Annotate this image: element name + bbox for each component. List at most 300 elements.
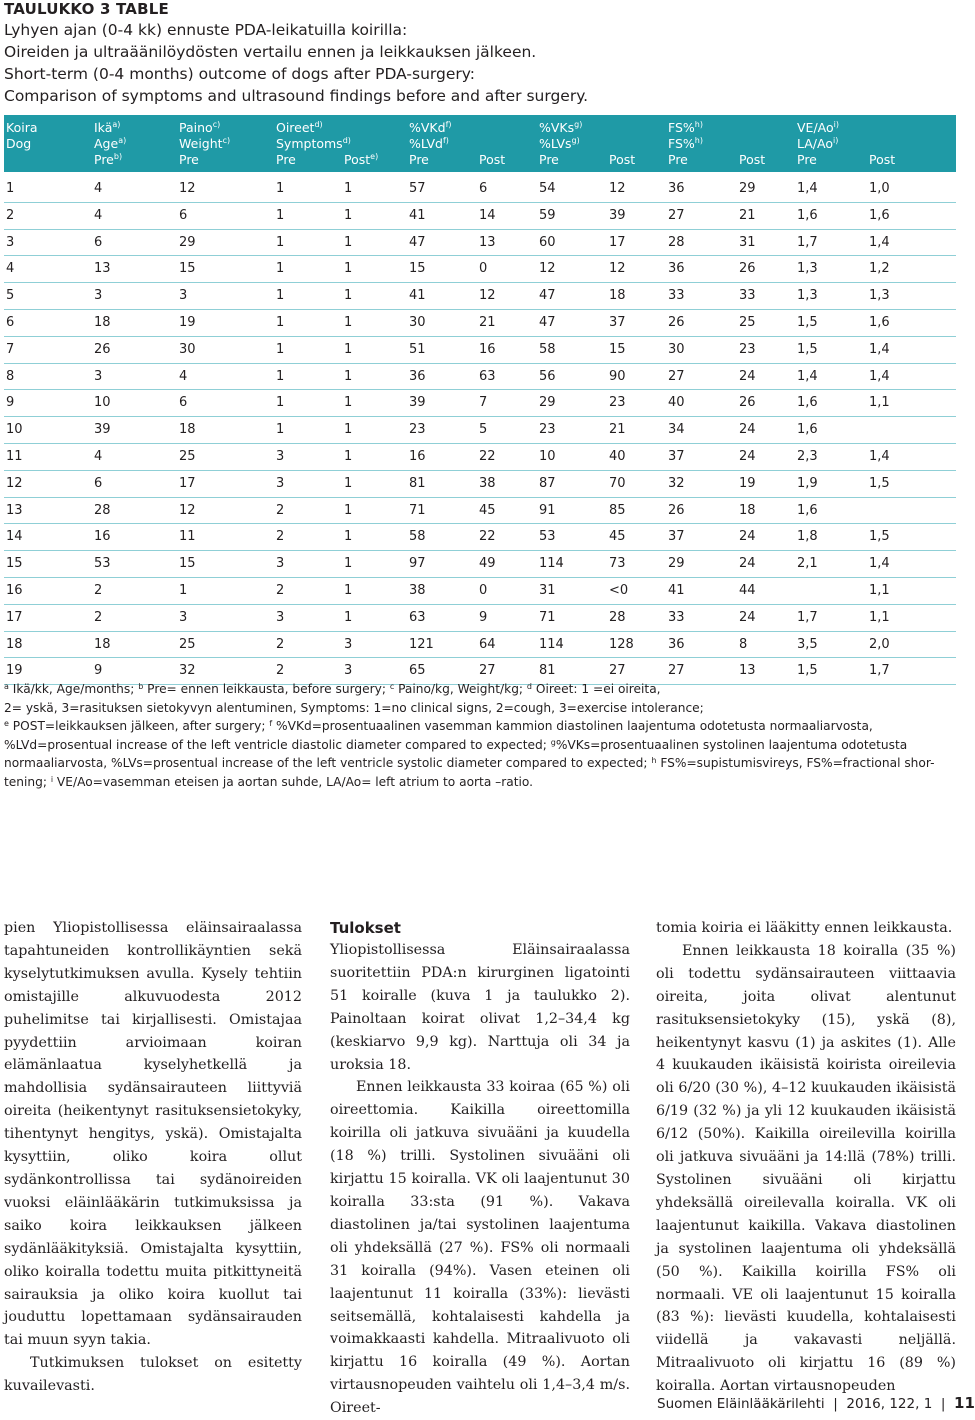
footnote-line: normaaliarvosta, %LVs=prosentual increase of the left ventricle systolic diameter compared to expected; $^h$ FS%=supistumisvireys, FS%=fractional shor- (4, 756, 935, 770)
cell-ve-ao-pre: 2,3 (797, 448, 818, 464)
cell-fs-post: 24 (739, 448, 756, 464)
cell-ve-ao-post: 2,0 (869, 636, 890, 652)
cell-fs-pre: 26 (668, 314, 685, 330)
cell-vkd-post: 38 (479, 475, 496, 491)
cell-symptoms-post: 1 (344, 288, 353, 304)
header-age-line-2: Age$^{a)}$ (94, 136, 127, 151)
cell-fs-pre: 41 (668, 582, 685, 598)
header-ve-ao-post-line-3: Post (869, 152, 896, 167)
cell-vkd-post: 63 (479, 368, 496, 384)
cell-fs-pre: 34 (668, 422, 685, 438)
paragraph: Tutkimuksen tulokset on esitetty kuvailevasti. (4, 1355, 302, 1395)
cell-dog: 9 (6, 395, 15, 411)
header-ve-ao-pre-line-1: VE/Ao$^{i)}$ (797, 120, 839, 135)
cell-vks-post: 85 (609, 502, 626, 518)
cell-symptoms-pre: 2 (276, 502, 285, 518)
cell-weight: 3 (179, 609, 188, 625)
cell-symptoms-pre: 1 (276, 234, 285, 250)
cell-fs-post: 21 (739, 207, 756, 223)
table-row (4, 417, 956, 444)
cell-vks-pre: 91 (539, 502, 556, 518)
cell-vks-pre: 31 (539, 582, 556, 598)
cell-weight: 6 (179, 207, 188, 223)
cell-ve-ao-post: 1,7 (869, 663, 890, 679)
cell-vks-post: 73 (609, 556, 626, 572)
cell-fs-pre: 27 (668, 663, 685, 679)
cell-symptoms-pre: 1 (276, 181, 285, 196)
cell-fs-pre: 33 (668, 288, 685, 304)
cell-ve-ao-pre: 1,6 (797, 395, 818, 411)
cell-vks-pre: 81 (539, 663, 556, 679)
cell-fs-post: 23 (739, 341, 756, 357)
cell-vkd-pre: 41 (409, 288, 426, 304)
header-symptoms-pre-line-1: Oireet$^{d)}$ (276, 120, 323, 135)
cell-vks-pre: 60 (539, 234, 556, 250)
footnote-line: $^e$ POST=leikkauksen jälkeen, after surgery; $^f$ %VKd=prosentuaalinen vasemman kammion diastolinen laajentuma odotetusta normaaliarvosta, (4, 719, 873, 733)
cell-vkd-post: 12 (479, 288, 496, 304)
cell-ve-ao-pre: 1,6 (797, 502, 818, 518)
footnote-line: $^a$ Ikä/kk, Age/months; $^b$ Pre= ennen leikkausta, before surgery; $^c$ Paino/kg, Weight/kg; $^d$ Oireet: 1 =ei oireita, (4, 682, 661, 696)
cell-ve-ao-post: 1,6 (869, 207, 890, 223)
paragraph: Ennen leikkausta 18 koiralla (35 %) oli todettu sydänsairauteen viittaavia oireita, joita olivat alentunut rasituksensietokyky (15), yskä (8), heikentynyt kasvu (1) ja askites (1). Alle 4 kuukauden ikäisistä koirista oireilevia oli 6/20 (30 %), 4–12 kuukauden ikäisistä 6/19 (32 %) ja yli 12 kuukauden ikäisistä 6/12 (50%). Kaikilla oireilevilla koirilla oli jatkuva sivuääni ja 14:llä (78%) trilli. Systolinen sivuääni oli kirjattu yhdeksällä oireilevalla koiralla. VK oli laajentunut kaikilla. Vakava diastolinen ja systolinen laajentuma oli yhdeksällä (50 %). Kaikilla koirilla FS% oli normaali. VE oli laajentunut 15 koiralla (83 %): lievästi kuudella, kohtalaisesti viidellä ja vakavasti neljällä. Mitraalivuoto oli kirjattu 16 (89 %) koiralla. Aortan virtausnopeuden (656, 942, 956, 1395)
cell-symptoms-post: 1 (344, 529, 353, 545)
cell-vks-post: 45 (609, 529, 626, 545)
cell-vks-pre: 23 (539, 422, 556, 438)
cell-vks-pre: 12 (539, 261, 556, 277)
cell-fs-post: 29 (739, 181, 756, 196)
cell-ve-ao-pre: 1,6 (797, 207, 818, 223)
cell-age: 10 (94, 395, 111, 411)
cell-vks-pre: 54 (539, 181, 556, 196)
cell-vks-post: 37 (609, 314, 626, 330)
cell-vkd-post: 27 (479, 663, 496, 679)
cell-dog: 7 (6, 341, 15, 357)
cell-vkd-pre: 63 (409, 609, 426, 625)
cell-weight: 19 (179, 314, 196, 330)
cell-age: 3 (94, 368, 103, 384)
cell-vkd-pre: 81 (409, 475, 426, 491)
header-symptoms-pre-line-3: Pre (276, 152, 296, 167)
cell-symptoms-pre: 2 (276, 582, 285, 598)
cell-vks-pre: 47 (539, 314, 556, 330)
body-column-1 (4, 917, 302, 1398)
table-row (4, 605, 956, 632)
cell-dog: 12 (6, 475, 23, 491)
cell-vkd-pre: 57 (409, 181, 426, 196)
cell-vks-pre: 10 (539, 448, 556, 464)
cell-vkd-post: 6 (479, 181, 488, 196)
cell-fs-post: 19 (739, 475, 756, 491)
table-row (4, 444, 956, 471)
cell-fs-pre: 32 (668, 475, 685, 491)
cell-vks-post: 17 (609, 234, 626, 250)
table-row (4, 176, 956, 203)
cell-ve-ao-post: 1,4 (869, 234, 890, 250)
cell-symptoms-pre: 3 (276, 475, 285, 491)
cell-ve-ao-post: 1,4 (869, 341, 890, 357)
cell-fs-pre: 27 (668, 368, 685, 384)
caption-line-en-2: Comparison of symptoms and ultrasound findings before and after surgery. (4, 87, 589, 105)
cell-ve-ao-post: 1,2 (869, 261, 890, 277)
cell-vks-post: 128 (609, 636, 634, 652)
cell-dog: 4 (6, 261, 15, 277)
cell-symptoms-pre: 1 (276, 288, 285, 304)
cell-weight: 11 (179, 529, 196, 545)
cell-vks-post: 12 (609, 261, 626, 277)
cell-vkd-post: 22 (479, 448, 496, 464)
cell-vkd-post: 5 (479, 422, 488, 438)
cell-ve-ao-pre: 1,7 (797, 234, 818, 250)
cell-vks-post: 15 (609, 341, 626, 357)
cell-fs-post: 25 (739, 314, 756, 330)
footnote-line: 2= yskä, 3=rasituksen sietokyvyn alentuminen, Symptoms: 1=no clinical signs, 2=cough, 3=exercise intolerance; (4, 700, 704, 715)
cell-symptoms-pre: 3 (276, 556, 285, 572)
cell-ve-ao-pre: 2,1 (797, 556, 818, 572)
header-dog-line-2: Dog (6, 136, 32, 151)
cell-weight: 4 (179, 368, 188, 384)
cell-vkd-pre: 39 (409, 395, 426, 411)
header-age-line-3: Pre$^{b)}$ (94, 152, 123, 167)
table-row (4, 337, 956, 364)
header-weight-line-3: Pre (179, 152, 199, 167)
cell-symptoms-post: 1 (344, 341, 353, 357)
table-header (4, 115, 956, 172)
header-vks-post-line-3: Post (609, 152, 636, 167)
cell-vks-pre: 58 (539, 341, 556, 357)
cell-vks-post: 27 (609, 663, 626, 679)
table-row (4, 551, 956, 578)
cell-symptoms-pre: 3 (276, 448, 285, 464)
cell-ve-ao-post: 1,4 (869, 368, 890, 384)
cell-age: 4 (94, 207, 103, 223)
cell-symptoms-pre: 1 (276, 395, 285, 411)
page-footer (657, 1394, 975, 1413)
cell-fs-post: 24 (739, 609, 756, 625)
paragraph: pien Yliopistollisessa eläinsairaalassa tapahtuneiden kontrollikäyntien sekä kyselytutkimuksen avulla. Kysely tehtiin omistajille alkuvuodesta 2012 puhelimitse tai kirjallisesti. Omistajaa pyydettiin arvioimaan koiran elämänlaatua kyselyhetkellä ja mahdollisia sydänsairauteen liittyviä oireita (heikentynyt rasituksensietokyky, tihentynyt hengitys, yskä). Omistajalta kysyttiin, oliko koira ollut sydänkontrollissa tai sydänoireiden vuoksi eläinlääkärin tutkimuksissa ja saiko koira leikkauksen jälkeen sydänlääkityksiä. Omistajalta kysyttiin, oliko koiralla todettu muita pitkittyneitä sairauksia ja oliko koira kuollut tai jouduttu lopettamaan sydänsairauden tai muun syyn takia. (4, 920, 302, 1349)
cell-ve-ao-post: 1,4 (869, 448, 890, 464)
cell-fs-post: 33 (739, 288, 756, 304)
table-row (4, 283, 956, 310)
cell-symptoms-pre: 1 (276, 341, 285, 357)
cell-fs-pre: 26 (668, 502, 685, 518)
header-dog-line-1: Koira (6, 120, 38, 135)
cell-dog: 15 (6, 556, 23, 572)
cell-dog: 17 (6, 609, 23, 625)
cell-dog: 11 (6, 448, 23, 464)
cell-age: 6 (94, 234, 103, 250)
cell-weight: 6 (179, 395, 188, 411)
cell-ve-ao-pre: 1,5 (797, 663, 818, 679)
page-number: 11 (954, 1394, 975, 1412)
cell-dog: 6 (6, 314, 15, 330)
cell-fs-post: 13 (739, 663, 756, 679)
cell-symptoms-post: 1 (344, 448, 353, 464)
cell-vks-pre: 87 (539, 475, 556, 491)
cell-vkd-post: 0 (479, 582, 488, 598)
cell-weight: 32 (179, 663, 196, 679)
cell-symptoms-post: 1 (344, 422, 353, 438)
cell-vkd-post: 16 (479, 341, 496, 357)
cell-age: 18 (94, 314, 111, 330)
cell-symptoms-pre: 1 (276, 368, 285, 384)
cell-vks-post: 18 (609, 288, 626, 304)
cell-age: 3 (94, 288, 103, 304)
table-row (4, 310, 956, 337)
cell-fs-pre: 30 (668, 341, 685, 357)
cell-weight: 30 (179, 341, 196, 357)
caption-line-fi-1: Lyhyen ajan (0-4 kk) ennuste PDA-leikatuilla koirilla: (4, 21, 408, 39)
table-row (4, 498, 956, 525)
cell-fs-post: 31 (739, 234, 756, 250)
cell-fs-pre: 36 (668, 181, 685, 196)
cell-weight: 25 (179, 448, 196, 464)
cell-age: 9 (94, 663, 103, 679)
cell-symptoms-post: 1 (344, 582, 353, 598)
table-label: TAULUKKO 3 TABLE (4, 0, 169, 18)
cell-fs-pre: 36 (668, 636, 685, 652)
cell-vks-pre: 29 (539, 395, 556, 411)
cell-dog: 10 (6, 422, 23, 438)
paragraph: Ennen leikkausta 33 koiraa (65 %) oli oireettomia. Kaikilla oireettomilla koirilla oli jatkuva sivuääni ja kuudella (18 %) trilli. Systolinen sivuääni oli kirjattu 15 koiralla. VK oli laajentunut 30 koiralla 33:sta (91 %). Vakava diastolinen ja/tai systolinen laajentuma oli yhdeksällä (27 %). FS% oli normaali 31 koiralla (94%). Vasen eteinen oli laajentunut 11 koiralla (33%): lievästi seitsemällä, kohtalaisesti kahdella ja voimakkaasti kahdella. Mitraalivuoto oli kirjattu 16 koiralla (49 %). Aortan virtausnopeuden vaihtelu oli 1,4–3,4 m/s. Oireet- (330, 1079, 630, 1417)
cell-vkd-pre: 16 (409, 448, 426, 464)
cell-ve-ao-pre: 1,3 (797, 261, 818, 277)
cell-ve-ao-post: 1,1 (869, 395, 890, 411)
cell-vks-pre: 59 (539, 207, 556, 223)
cell-symptoms-post: 1 (344, 475, 353, 491)
cell-vks-pre: 114 (539, 636, 564, 652)
cell-dog: 16 (6, 582, 23, 598)
cell-vkd-post: 22 (479, 529, 496, 545)
cell-vks-post: 39 (609, 207, 626, 223)
header-weight-line-2: Weight$^{c)}$ (179, 136, 231, 151)
table-caption (4, 0, 954, 107)
header-fs-pre-line-1: FS%$^{h)}$ (668, 120, 703, 135)
cell-vkd-pre: 121 (409, 636, 434, 652)
cell-ve-ao-pre: 1,9 (797, 475, 818, 491)
cell-fs-post: 26 (739, 395, 756, 411)
table-footnotes (4, 680, 952, 791)
cell-vkd-post: 13 (479, 234, 496, 250)
cell-fs-pre: 40 (668, 395, 685, 411)
cell-fs-pre: 36 (668, 261, 685, 277)
cell-symptoms-post: 1 (344, 609, 353, 625)
cell-vkd-pre: 51 (409, 341, 426, 357)
header-vks-pre-line-2: %LVs$^{g)}$ (539, 136, 580, 151)
cell-fs-pre: 27 (668, 207, 685, 223)
cell-symptoms-pre: 2 (276, 663, 285, 679)
cell-dog: 13 (6, 502, 23, 518)
cell-weight: 18 (179, 422, 196, 438)
cell-age: 4 (94, 448, 103, 464)
cell-ve-ao-pre: 1,5 (797, 314, 818, 330)
cell-vkd-pre: 97 (409, 556, 426, 572)
cell-dog: 18 (6, 636, 23, 652)
cell-symptoms-post: 1 (344, 181, 353, 196)
cell-vks-pre: 47 (539, 288, 556, 304)
cell-weight: 17 (179, 475, 196, 491)
cell-fs-post: 8 (739, 636, 748, 652)
cell-vks-post: 23 (609, 395, 626, 411)
header-vkd-pre-line-1: %VKd$^{f)}$ (409, 120, 452, 135)
cell-vkd-post: 14 (479, 207, 496, 223)
cell-vkd-pre: 38 (409, 582, 426, 598)
cell-dog: 19 (6, 663, 23, 679)
cell-ve-ao-post: 1,4 (869, 556, 890, 572)
cell-ve-ao-post: 1,5 (869, 475, 890, 491)
header-ve-ao-pre-line-2: LA/Ao$^{i)}$ (797, 136, 839, 151)
cell-vkd-pre: 15 (409, 261, 426, 277)
cell-vkd-pre: 65 (409, 663, 426, 679)
cell-fs-pre: 29 (668, 556, 685, 572)
cell-symptoms-pre: 1 (276, 314, 285, 330)
header-vks-pre-line-3: Pre (539, 152, 559, 167)
cell-symptoms-post: 1 (344, 234, 353, 250)
cell-fs-pre: 37 (668, 448, 685, 464)
cell-fs-pre: 33 (668, 609, 685, 625)
cell-dog: 2 (6, 207, 15, 223)
cell-symptoms-post: 1 (344, 395, 353, 411)
cell-symptoms-post: 1 (344, 556, 353, 572)
cell-ve-ao-pre: 1,4 (797, 368, 818, 384)
cell-symptoms-post: 1 (344, 207, 353, 223)
cell-symptoms-post: 3 (344, 636, 353, 652)
cell-symptoms-post: 1 (344, 314, 353, 330)
cell-ve-ao-pre: 1,6 (797, 422, 818, 438)
cell-symptoms-pre: 2 (276, 636, 285, 652)
cell-fs-post: 24 (739, 368, 756, 384)
table-row (4, 471, 956, 498)
header-vkd-pre-line-2: %LVd$^{f)}$ (409, 136, 449, 151)
cell-symptoms-pre: 1 (276, 422, 285, 438)
table-row (4, 524, 956, 551)
cell-fs-post: 44 (739, 582, 756, 598)
cell-ve-ao-post: 1,0 (869, 181, 890, 196)
cell-dog: 14 (6, 529, 23, 545)
cell-vks-pre: 114 (539, 556, 564, 572)
header-fs-pre-line-2: FS%$^{h)}$ (668, 136, 703, 151)
paragraph: tomia koiria ei lääkitty ennen leikkausta. (656, 920, 953, 936)
section-title-results: Tulokset (330, 919, 401, 937)
header-fs-pre-line-3: Pre (668, 152, 688, 167)
cell-vkd-pre: 41 (409, 207, 426, 223)
body-column-2 (330, 917, 630, 1420)
data-table (4, 115, 956, 685)
cell-ve-ao-pre: 1,4 (797, 181, 818, 196)
cell-age: 4 (94, 181, 103, 196)
cell-vkd-post: 9 (479, 609, 488, 625)
cell-symptoms-pre: 3 (276, 609, 285, 625)
journal-name: Suomen Eläinlääkärilehti (657, 1396, 825, 1412)
cell-vks-post: 40 (609, 448, 626, 464)
cell-ve-ao-post: 1,5 (869, 529, 890, 545)
table-row (4, 230, 956, 257)
table-row (4, 256, 956, 283)
footnote-line: %LVd=prosentual increase of the left ventricle diastolic diameter compared to expected; $^g$%VKs=prosentuaalinen systolinen laajentuma odotetusta (4, 737, 908, 752)
cell-dog: 8 (6, 368, 15, 384)
cell-vkd-pre: 36 (409, 368, 426, 384)
cell-vkd-pre: 71 (409, 502, 426, 518)
cell-vks-post: 12 (609, 181, 626, 196)
cell-weight: 12 (179, 181, 196, 196)
cell-fs-pre: 28 (668, 234, 685, 250)
header-age-line-1: Ikä$^{a)}$ (94, 120, 121, 135)
cell-age: 39 (94, 422, 111, 438)
cell-weight: 3 (179, 288, 188, 304)
cell-age: 16 (94, 529, 111, 545)
cell-fs-post: 24 (739, 556, 756, 572)
cell-vkd-pre: 58 (409, 529, 426, 545)
cell-symptoms-post: 1 (344, 502, 353, 518)
cell-age: 53 (94, 556, 111, 572)
cell-fs-post: 24 (739, 422, 756, 438)
cell-symptoms-post: 1 (344, 261, 353, 277)
cell-weight: 15 (179, 261, 196, 277)
cell-vkd-pre: 47 (409, 234, 426, 250)
cell-ve-ao-post: 1,1 (869, 582, 890, 598)
cell-dog: 3 (6, 234, 15, 250)
cell-vkd-post: 7 (479, 395, 488, 411)
cell-fs-post: 18 (739, 502, 756, 518)
cell-ve-ao-post: 1,6 (869, 314, 890, 330)
cell-vks-post: 90 (609, 368, 626, 384)
cell-age: 2 (94, 582, 103, 598)
cell-fs-pre: 37 (668, 529, 685, 545)
cell-fs-post: 24 (739, 529, 756, 545)
table-body (4, 172, 956, 685)
cell-vkd-post: 21 (479, 314, 496, 330)
table-row (4, 632, 956, 659)
cell-weight: 25 (179, 636, 196, 652)
cell-ve-ao-pre: 1,7 (797, 609, 818, 625)
cell-vks-post: 70 (609, 475, 626, 491)
cell-age: 28 (94, 502, 111, 518)
cell-weight: 12 (179, 502, 196, 518)
cell-age: 26 (94, 341, 111, 357)
cell-ve-ao-pre: 1,8 (797, 529, 818, 545)
cell-vkd-post: 64 (479, 636, 496, 652)
cell-vkd-pre: 23 (409, 422, 426, 438)
footer-separator-1: | (833, 1396, 838, 1412)
cell-weight: 1 (179, 582, 188, 598)
header-weight-line-1: Paino$^{c)}$ (179, 120, 221, 135)
paragraph: Yliopistollisessa Eläinsairaalassa suoritettiin PDA:n kirurginen ligatointi 51 koiralle (kuva 1 ja taulukko 2). Painoltaan koirat olivat 1,2–34,4 kg (keskiarvo 9,9 kg). Narttuja oli 34 ja uroksia 18. (330, 942, 630, 1073)
cell-symptoms-post: 3 (344, 663, 353, 679)
cell-age: 13 (94, 261, 111, 277)
cell-vks-post: 28 (609, 609, 626, 625)
header-symptoms-pre-line-2: Symptoms$^{d)}$ (276, 136, 351, 151)
cell-vks-post: <0 (609, 582, 629, 598)
header-symptoms-post-line-3: Post$^{e)}$ (344, 152, 379, 167)
cell-weight: 29 (179, 234, 196, 250)
cell-ve-ao-pre: 1,3 (797, 288, 818, 304)
cell-dog: 5 (6, 288, 15, 304)
cell-age: 2 (94, 609, 103, 625)
cell-symptoms-post: 1 (344, 368, 353, 384)
cell-ve-ao-post: 1,3 (869, 288, 890, 304)
cell-symptoms-pre: 1 (276, 207, 285, 223)
header-vkd-pre-line-3: Pre (409, 152, 429, 167)
cell-vks-pre: 56 (539, 368, 556, 384)
cell-vkd-pre: 30 (409, 314, 426, 330)
caption-line-fi-2: Oireiden ja ultraäänilöydösten vertailu ennen ja leikkauksen jälkeen. (4, 43, 537, 61)
cell-weight: 15 (179, 556, 196, 572)
header-fs-post-line-3: Post (739, 152, 766, 167)
issue-info: 2016, 122, 1 (846, 1396, 933, 1412)
cell-vkd-post: 45 (479, 502, 496, 518)
cell-vks-pre: 53 (539, 529, 556, 545)
footer-separator-2: | (940, 1396, 946, 1412)
cell-ve-ao-pre: 1,5 (797, 341, 818, 357)
